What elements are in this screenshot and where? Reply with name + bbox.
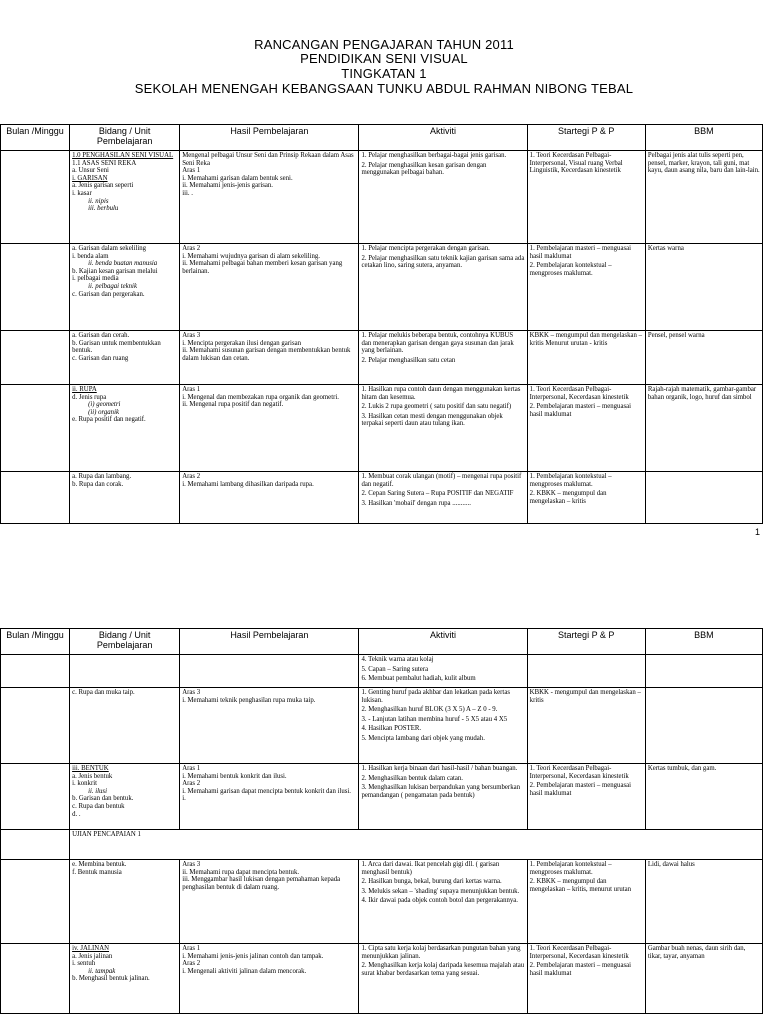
bbm-line: Rajah-rajah matematik, gambar-gambar bahan organik, logo, huruf dan simbol xyxy=(647,386,757,401)
column-header: Bidang / Unit Pembelajaran xyxy=(70,125,180,151)
bbm-line: Kertas tumbuk, dan gam. xyxy=(647,765,717,772)
bbm-line: Lidi, dawai halus xyxy=(647,861,695,868)
hasil-line: Aras 2 xyxy=(182,960,201,968)
aktiviti-cell xyxy=(359,331,527,385)
bidang-line: i. GARISAN xyxy=(72,174,108,182)
strategi-line: 1. Teori Kecerdasan Pelbagai- Interpersonal, Kecerdasan kinestetik xyxy=(529,765,629,780)
aktiviti-line: 3. Hasilkan 'mobail' dengan rupa ........... xyxy=(361,499,471,507)
lesson-plan-table-page2 xyxy=(0,628,763,1014)
strategi-line: 1. Pembelajaran kontekstual – mengproses maklumat. xyxy=(529,861,612,876)
doc-title-line3: TINGKATAN 1 xyxy=(341,66,427,81)
column-header: Aktiviti xyxy=(359,125,527,151)
bidang-line: ii. tampak xyxy=(88,967,116,975)
hasil-cell xyxy=(180,331,359,385)
hasil-line: i. Memahami jenis-jenis jalinan contoh dan tampak. xyxy=(182,952,324,960)
bidang-line: a. Garisan dan cerah. xyxy=(72,332,130,339)
strategi-cell xyxy=(527,764,645,830)
column-header: Bulan /Minggu xyxy=(1,629,70,655)
bidang-line: a. Rupa dan lambang. xyxy=(72,473,132,480)
bidang-line: ii. nipis xyxy=(88,197,109,205)
column-header: Aktiviti xyxy=(359,629,527,655)
bbm-cell xyxy=(645,385,762,472)
hasil-cell xyxy=(180,944,359,1014)
aktiviti-line: 2. Menghasilkan kerja kolaj daripada kesemua majalah atau surat khabar berdasarkan tema yang sesuai. xyxy=(361,962,525,977)
month-week-cell xyxy=(1,385,70,472)
aktiviti-cell xyxy=(359,944,527,1014)
hasil-line: Aras 1 xyxy=(182,945,201,952)
hasil-cell xyxy=(180,472,359,524)
table-row xyxy=(1,331,763,385)
column-header: Startegi P & P xyxy=(527,629,645,655)
month-week-cell xyxy=(1,472,70,524)
hasil-line: i. Memahami teknik penghasilan rupa muka taip. xyxy=(182,696,316,704)
table-row xyxy=(1,688,763,764)
aktiviti-cell xyxy=(359,655,527,688)
hasil-line: Aras 2 xyxy=(182,245,201,252)
hasil-cell xyxy=(180,655,359,688)
table-row xyxy=(1,764,763,830)
bbm-line: Gambar buah nenas, daun sirih dan, tikar, tayar, anyaman xyxy=(647,945,746,960)
page-number: 1 xyxy=(754,527,760,537)
doc-title-line4: SEKOLAH MENENGAH KEBANGSAAN TUNKU ABDUL RAHMAN NIBONG TEBAL xyxy=(134,81,634,96)
aktiviti-line: 2. Hasilkan bunga, bekal, burung dari kertas warna. xyxy=(361,878,502,886)
bbm-cell xyxy=(645,860,762,944)
aktiviti-line: 2. Menghasilkan huruf BLOK (3 X 5) A – Z 0 - 9. xyxy=(361,706,498,714)
aktiviti-line: 1. Pelajar melukis beberapa bentuk, contohnya KUBUS dan menerapkan garisan dengan gaya susunan dan jarak yang berlainan. xyxy=(361,332,514,355)
hasil-line: i. Mengenal dan membezakan rupa organik dan geometri. xyxy=(182,393,339,401)
strategi-line: 1. Pembelajaran kontekstual – mengproses maklumat. xyxy=(529,473,612,488)
bbm-cell xyxy=(645,655,762,688)
bidang-line: b. Rupa dan corak. xyxy=(72,480,124,488)
bidang-line: iv. JALINAN xyxy=(72,945,110,952)
bbm-cell xyxy=(645,944,762,1014)
bidang-line: f. Bentuk manusia xyxy=(72,868,122,876)
aktiviti-line: 6. Membuat pembalut hadiah, kulit album xyxy=(361,675,476,683)
hasil-line: Aras 2 xyxy=(182,780,201,788)
aktiviti-line: 1. Hasilkan rupa contoh daun dengan menggunakan kertas hitam dan kesemua. xyxy=(361,386,521,401)
aktiviti-line: 3. Melukis sekan – 'shading' supaya menunjukkan bentuk. xyxy=(361,887,520,895)
strategi-cell xyxy=(527,860,645,944)
month-week-cell xyxy=(1,688,70,764)
hasil-line: i. Memahami bentuk konkrit dan ilusi. xyxy=(182,772,287,780)
aktiviti-line: 2. Pelajar menghasilkan satu cetan xyxy=(361,356,456,364)
column-header: Bulan /Minggu xyxy=(1,125,70,151)
table-row xyxy=(1,860,763,944)
column-header: Bidang / Unit Pembelajaran xyxy=(70,629,180,655)
strategi-cell xyxy=(527,655,645,688)
hasil-line: Aras 1 xyxy=(182,386,201,393)
hasil-line: Aras 3 xyxy=(182,861,201,868)
bidang-line: i. pelbagai media xyxy=(72,275,119,283)
strategi-line: 2. Pembelajaran masteri – menguasai hasil maklumat xyxy=(529,782,632,797)
bidang-line: e. Membina bentuk. xyxy=(72,861,127,868)
strategi-line: 1. Pembelajaran masteri – menguasai hasil maklumat xyxy=(529,245,632,260)
aktiviti-line: 3. - Lanjutan latihan membina huruf - 5 X5 atau 4 X5 xyxy=(361,715,508,723)
hasil-line: iii. . xyxy=(182,189,193,197)
bbm-cell xyxy=(645,331,762,385)
bbm-cell xyxy=(645,764,762,830)
month-week-cell xyxy=(1,331,70,385)
bbm-cell xyxy=(645,688,762,764)
column-header: BBM xyxy=(645,629,762,655)
month-week-cell xyxy=(1,860,70,944)
bidang-line: b. Menghasil bentuk jalinan. xyxy=(72,975,150,983)
bidang-line: b. Garisan untuk membentukkan bentuk. xyxy=(72,339,161,355)
hasil-line: ii. Memahami jenis-jenis garisan. xyxy=(182,182,274,190)
table-row xyxy=(1,151,763,244)
aktiviti-cell xyxy=(359,764,527,830)
strategi-line: 2. Pembelajaran masteri – menguasai hasil maklumat xyxy=(529,403,632,418)
table-row xyxy=(1,385,763,472)
aktiviti-line: 1. Membuat corak ulangan (motif) – mengenai rupa positif dan negatif. xyxy=(361,473,522,488)
bidang-line: b. Garisan dan bentuk. xyxy=(72,795,134,803)
bidang-cell xyxy=(70,688,180,764)
hasil-line: ii. Mengenal rupa positif dan negatif. xyxy=(182,401,284,409)
strategi-cell xyxy=(527,385,645,472)
strategi-line: KBKK – mengumpul dan mengelaskan – kritis Menurut urutan - kritis xyxy=(529,332,642,347)
hasil-line: iii. Menggambar hasil lukisan dengan pemahaman kepada penghasilan bentuk di dalam ruang. xyxy=(182,876,341,891)
hasil-line: Mengenal pelbagai Unsur Seni dan Prinsip Rekaan dalam Asas Seni Reka xyxy=(182,152,354,167)
month-week-cell xyxy=(1,151,70,244)
hasil-line: Aras 1 xyxy=(182,765,201,772)
strategi-line: 2. Pembelajaran kontekstual – mengproses maklumat. xyxy=(529,262,612,277)
table-header-row xyxy=(1,125,763,151)
hasil-line: ii. Memahami pelbagai bahan memberi kesan garisan yang berlainan. xyxy=(182,260,343,275)
aktiviti-line: 2. Cepan Saring Sutera – Rupa POSITIF dan NEGATIF xyxy=(361,490,514,498)
aktiviti-cell xyxy=(359,385,527,472)
doc-title-line2: PENDIDIKAN SENI VISUAL xyxy=(300,51,468,66)
hasil-line: i. xyxy=(182,795,186,803)
aktiviti-line: 1. Cipta satu kerja kolaj berdasarkan pungutan bahan yang menunjukkan jalinan. xyxy=(361,945,521,960)
hasil-cell xyxy=(180,764,359,830)
month-week-cell xyxy=(1,244,70,331)
bidang-line: i. sentuh xyxy=(72,960,96,968)
bbm-cell xyxy=(645,244,762,331)
strategi-cell xyxy=(527,331,645,385)
strategi-line: 2. Pembelajaran masteri – menguasai hasil maklumat xyxy=(529,962,632,977)
strategi-line: KBKK - mengumpul dan mengelaskan – kritis xyxy=(529,689,641,704)
hasil-line: i. Memahami garisan dalam bentuk seni. xyxy=(182,174,293,182)
aktiviti-cell xyxy=(359,244,527,331)
bidang-line: iii. berbulu xyxy=(88,205,119,213)
strategi-cell xyxy=(527,944,645,1014)
bidang-line: iii. BENTUK xyxy=(72,765,109,772)
aktiviti-line: 5. Mencipta lambang dari objek yang mudah. xyxy=(361,734,485,742)
bidang-line: c. Rupa dan muka taip. xyxy=(72,689,135,696)
bidang-line: e. Rupa positif dan negatif. xyxy=(72,416,146,424)
bidang-cell xyxy=(70,944,180,1014)
bidang-line: i. benda alam xyxy=(72,252,109,260)
hasil-cell xyxy=(180,244,359,331)
hasil-line: Aras 1 xyxy=(182,167,201,175)
aktiviti-line: 4. Teknik warna atau kolaj xyxy=(361,656,434,663)
aktiviti-line: 1. Pelajar menghasilkan berbagai-bagai jenis garisan. xyxy=(361,152,507,159)
hasil-cell xyxy=(180,688,359,764)
aktiviti-line: 5. Capan – Saring sutera xyxy=(361,665,429,673)
strategi-cell xyxy=(527,244,645,331)
bbm-line: Pelbagai jenis alat tulis seperti pen, pensel, marker, krayon, tali guni, mat kayu, daun asang nila, baru dan lain-lain. xyxy=(647,152,760,175)
hasil-line: Aras 2 xyxy=(182,473,201,480)
aktiviti-line: 4. Ikir dawai pada objek contoh botol dan pergerakannya. xyxy=(361,897,518,905)
hasil-line: ii. Memahami susunan garisan dengan membentukkan bentuk dalam lukisan dan cetan. xyxy=(182,347,351,362)
bidang-line: ii. ilusi xyxy=(88,787,107,795)
hasil-line: i. Mencipta pergerakan ilusi dengan garisan xyxy=(182,339,301,347)
aktiviti-line: 3. Hasilkan cetan mesti dengan menggunakan objek terpakai seperti daun atau tulang ikan. xyxy=(361,412,503,428)
bidang-line: a. Jenis bentuk xyxy=(72,772,113,780)
bbm-cell xyxy=(645,151,762,244)
bidang-line: d. . xyxy=(72,810,81,818)
table-row xyxy=(1,244,763,331)
aktiviti-line: 2. Lukis 2 rupa geometri ( satu positif dan satu negatif) xyxy=(361,403,512,411)
aktiviti-line: 3. Menghasilkan lukisan berpandukan yang bersumberkan pemandangan ( pengamatan pada bentuk) xyxy=(361,784,521,799)
hasil-line: i. Memahami garisan dapat mencipta bentuk konkrit dan ilusi. xyxy=(182,787,351,795)
bidang-line: a. Garisan dalam sekeliling xyxy=(72,245,147,252)
month-week-cell xyxy=(1,655,70,688)
bidang-cell xyxy=(70,385,180,472)
bidang-cell xyxy=(70,331,180,385)
hasil-line: i. Memahami wujudnya garisan di alam sekeliling. xyxy=(182,252,321,260)
bidang-line: a. Jenis jalinan xyxy=(72,952,113,960)
bidang-line: ii. pelbagai teknik xyxy=(88,282,137,290)
bidang-line: c. Garisan dan pergerakan. xyxy=(72,290,145,298)
bidang-line: 1.1 ASAS SENI REKA xyxy=(72,159,137,167)
aktiviti-cell xyxy=(359,151,527,244)
bidang-line: ii. benda buatan manusia xyxy=(88,260,158,268)
hasil-cell xyxy=(180,860,359,944)
column-header: Hasil Pembelajaran xyxy=(180,629,359,655)
aktiviti-cell xyxy=(359,860,527,944)
bidang-cell xyxy=(70,860,180,944)
strategi-cell xyxy=(527,688,645,764)
strategi-cell xyxy=(527,472,645,524)
table-row xyxy=(1,472,763,524)
strategi-line: 1. Teori Kecerdasan Pelbagai- Interpersonal, Kecerdasan kinestetik xyxy=(529,386,629,401)
bidang-line: (i) geometri xyxy=(88,401,121,409)
month-week-cell xyxy=(1,764,70,830)
bidang-line: (ii) organik xyxy=(88,408,119,416)
aktiviti-line: 1. Pelajar mencipta pergerakan dengan garisan. xyxy=(361,245,490,252)
bidang-line: ii. RUPA xyxy=(72,386,97,393)
bidang-cell xyxy=(70,151,180,244)
bidang-line: b. Kajian kesan garisan melalui xyxy=(72,267,158,275)
bidang-cell xyxy=(70,472,180,524)
hasil-cell xyxy=(180,151,359,244)
bbm-cell xyxy=(645,472,762,524)
bidang-line: a. Jenis garisan seperti xyxy=(72,182,134,190)
aktiviti-cell xyxy=(359,472,527,524)
hasil-line: i. Mengenali aktiviti jalinan dalam mencorak. xyxy=(182,967,307,975)
column-header: Hasil Pembelajaran xyxy=(180,125,359,151)
aktiviti-line: 2. Pelajar menghasilkan satu teknik kajian garisan sama ada cetakan lino, saring sutera, anyaman. xyxy=(361,254,525,270)
month-week-cell xyxy=(1,830,70,860)
doc-title-line1: RANCANGAN PENGAJARAN TAHUN 2011 xyxy=(254,37,514,52)
hasil-line: Aras 3 xyxy=(182,689,201,696)
strategi-line: 1. Teori Kecerdasan Pelbagai- Interpersonal, Visual ruang Verbal Linguistik, Kecerdasan kinestetik xyxy=(529,152,623,175)
strategi-cell xyxy=(527,151,645,244)
strategi-line: 1. Teori Kecerdasan Pelbagai- Interpersonal, Kecerdasan kinestetik xyxy=(529,945,629,960)
bidang-line: c. Garisan dan ruang xyxy=(72,354,129,362)
aktiviti-line: 1. Arca dari dawai. Ikat pencelah gigi dll. ( garisan menghasil bentuk) xyxy=(361,861,500,876)
hasil-cell xyxy=(180,385,359,472)
hasil-line: ii. Memahami rupa dapat mencipta bentuk. xyxy=(182,868,300,876)
hasil-line: i. Memahami lambang dihasilkan daripada rupa. xyxy=(182,480,314,488)
strategi-line: 2. KBKK – mengumpul dan mengelaskan – kritis, menurut urutan xyxy=(529,878,632,893)
aktiviti-line: 1. Hasilkan kerja binaan dari hasil-hasil / bahan buangan. xyxy=(361,765,518,772)
hasil-line: Aras 3 xyxy=(182,332,201,339)
bidang-cell xyxy=(70,764,180,830)
strategi-line: 2. KBKK – mengumpul dan mengelaskan – kritis xyxy=(529,490,607,505)
bbm-line: Pensel, pensel warna xyxy=(647,332,705,339)
bidang-cell xyxy=(70,655,180,688)
table-header-row xyxy=(1,629,763,655)
aktiviti-line: 2. Pelajar menghasilkan kesan garisan dengan menggunakan pelbagai bahan. xyxy=(361,161,487,177)
bidang-line: i. kasar xyxy=(72,189,92,197)
bidang-line: d. Jenis rupa xyxy=(72,393,107,401)
exam-row-label: UJIAN PENCAPAIAN 1 xyxy=(70,830,763,860)
lesson-plan-table-page1 xyxy=(0,124,763,524)
bidang-line: i. konkrit xyxy=(72,780,97,788)
aktiviti-line: 4. Hasilkan POSTER. xyxy=(361,725,422,733)
column-header: BBM xyxy=(645,125,762,151)
bidang-line: a. Unsur Seni xyxy=(72,167,109,175)
bidang-line: 1.0 PENGHASILAN SENI VISUAL xyxy=(72,152,174,159)
aktiviti-cell xyxy=(359,688,527,764)
aktiviti-line: 1. Genting huruf pada akhbar dan lekatkan pada kertas lukisan. xyxy=(361,689,510,704)
table-row xyxy=(1,830,763,860)
month-week-cell xyxy=(1,944,70,1014)
bidang-line: c. Rupa dan bentuk xyxy=(72,802,125,810)
aktiviti-line: 2. Menghasilkan bentuk dalam catan. xyxy=(361,774,463,782)
table-row xyxy=(1,655,763,688)
column-header: Startegi P & P xyxy=(527,125,645,151)
bbm-line: Kertas warna xyxy=(647,245,684,252)
table-row xyxy=(1,944,763,1014)
bidang-cell xyxy=(70,244,180,331)
